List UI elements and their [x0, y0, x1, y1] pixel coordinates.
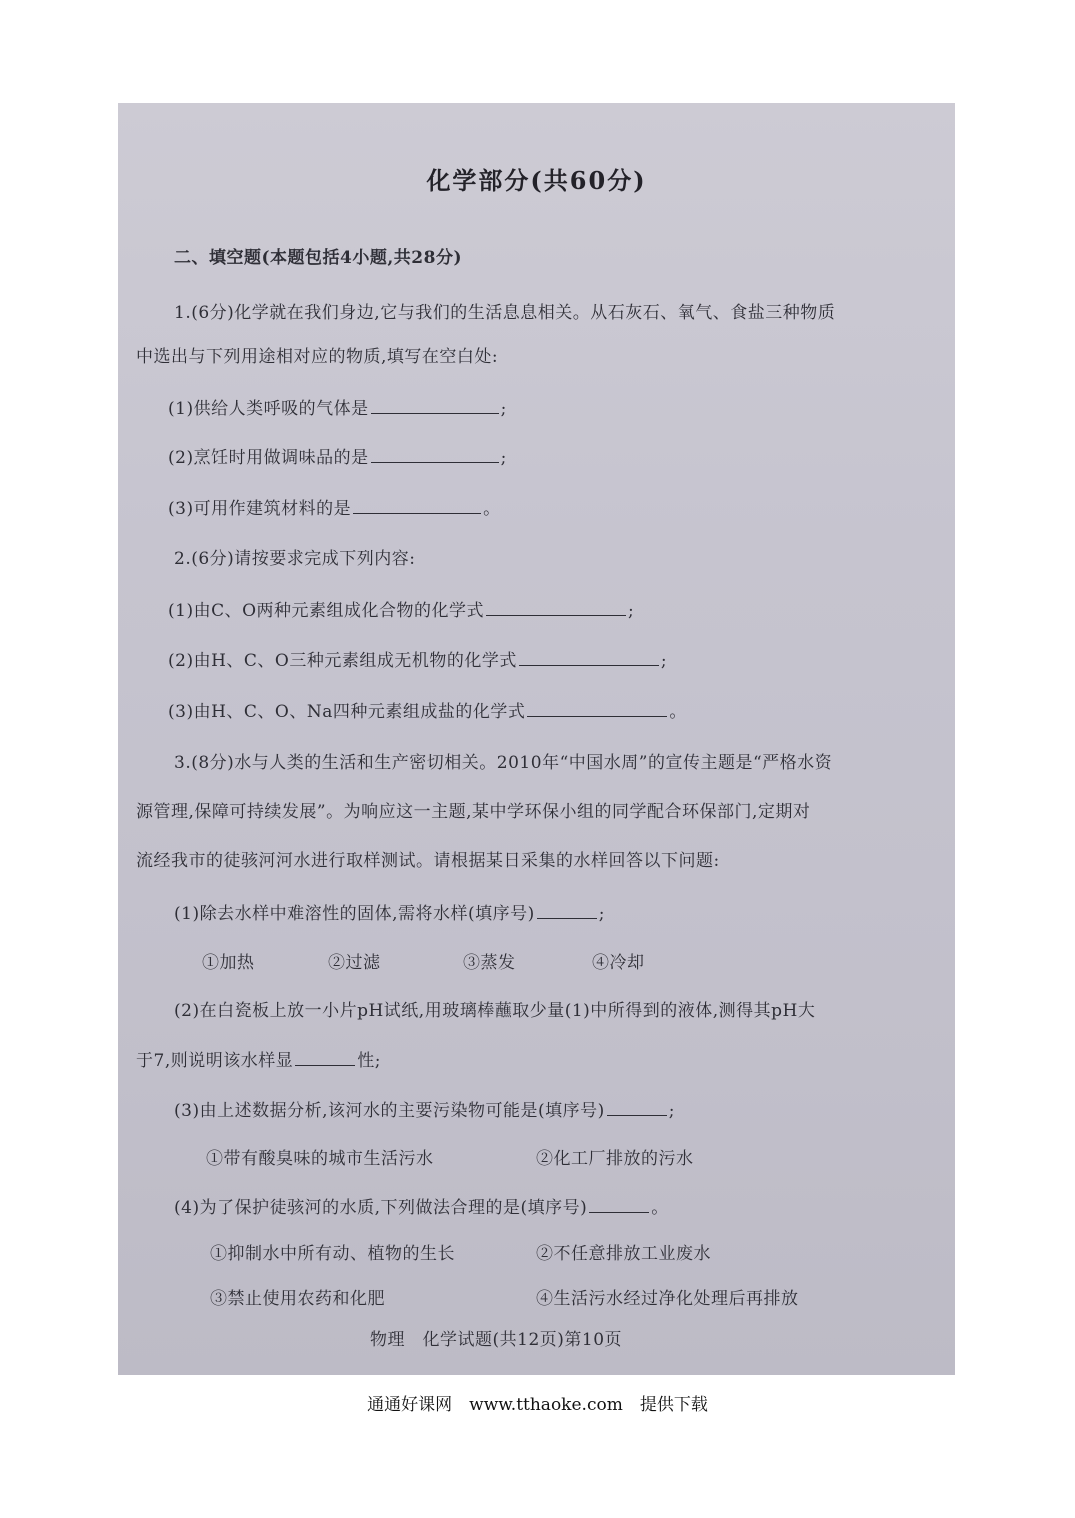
q2-part1-text: (1)由C、O两种元素组成化合物的化学式: [168, 601, 485, 621]
q3-stem-line2: 源管理,保障可持续发展”。为响应这一主题,某中学环保小组的同学配合环保部门,定期对: [136, 802, 811, 822]
q3-part1-option: ①加热: [202, 953, 255, 973]
q3-part3-option: ②化工厂排放的污水: [536, 1149, 694, 1169]
q3-stem-line3: 流经我市的徒骇河河水进行取样测试。请根据某日采集的水样回答以下问题:: [136, 851, 720, 871]
q3-part4-option: ③禁止使用农药和化肥: [210, 1289, 385, 1309]
page-footer: 物理 化学试题(共12页)第10页: [370, 1330, 623, 1350]
answer-blank[interactable]: [353, 497, 481, 514]
q2-part2: [168, 649, 667, 671]
q3-part2-line1: (2)在白瓷板上放一小片pH试纸,用玻璃棒蘸取少量(1)中所得到的液体,测得其pH大: [174, 1001, 816, 1021]
q2-part2-text: (2)由H、C、O三种元素组成无机物的化学式: [168, 651, 517, 671]
q1-part3: [168, 497, 501, 519]
q3-part2-text: 于7,则说明该水样显: [136, 1051, 294, 1071]
q3-part4-option: ①抑制水中所有动、植物的生长: [210, 1244, 455, 1264]
q3-part4-option: ④生活污水经过净化处理后再排放: [536, 1289, 799, 1309]
page-title: 化学部分(共60分): [426, 166, 647, 195]
q2-part1-end: ;: [628, 601, 635, 621]
answer-blank[interactable]: [537, 902, 597, 919]
q3-part2-end: 性;: [357, 1051, 381, 1071]
q3-part1-text: (1)除去水样中难溶性的固体,需将水样(填序号): [174, 904, 535, 924]
q2-part3-end: 。: [669, 702, 687, 722]
answer-blank[interactable]: [589, 1196, 649, 1213]
q1-part2: [168, 446, 507, 468]
answer-blank[interactable]: [295, 1049, 355, 1066]
q3-part2-line2: [136, 1049, 381, 1071]
q3-part1-option: ③蒸发: [463, 953, 516, 973]
exam-page-photo: [118, 103, 955, 1375]
answer-blank[interactable]: [371, 397, 499, 414]
q3-part4: [174, 1196, 669, 1218]
answer-blank[interactable]: [607, 1099, 667, 1116]
answer-blank[interactable]: [519, 649, 659, 666]
download-caption: 通通好课网 www.tthaoke.com 提供下载: [367, 1395, 708, 1415]
section-heading: 二、填空题(本题包括4小题,共28分): [174, 248, 462, 268]
q1-stem-line2: 中选出与下列用途相对应的物质,填写在空白处:: [136, 347, 499, 367]
q1-part1-end: ;: [500, 399, 507, 419]
q1-part1-text: (1)供给人类呼吸的气体是: [168, 399, 369, 419]
q2-part3-text: (3)由H、C、O、Na四种元素组成盐的化学式: [168, 702, 526, 722]
q3-part4-end: 。: [651, 1198, 669, 1218]
q3-part3-text: (3)由上述数据分析,该河水的主要污染物可能是(填序号): [174, 1101, 605, 1121]
q3-part1-end: ;: [598, 904, 605, 924]
q3-part3: [174, 1099, 675, 1121]
q3-part1-option: ④冷却: [592, 953, 645, 973]
q2-part2-end: ;: [660, 651, 668, 671]
q1-part2-end: ;: [500, 448, 507, 468]
q3-part4-text: (4)为了保护徒骇河的水质,下列做法合理的是(填序号): [174, 1198, 588, 1218]
q2-stem: 2.(6分)请按要求完成下列内容:: [174, 549, 416, 569]
answer-blank[interactable]: [527, 700, 667, 717]
q1-part3-text: (3)可用作建筑材料的是: [168, 499, 352, 519]
q2-part3: [168, 700, 687, 722]
answer-blank[interactable]: [486, 599, 626, 616]
q1-part3-end: 。: [483, 499, 501, 519]
q1-part2-text: (2)烹饪时用做调味品的是: [168, 448, 369, 468]
q3-part3-end: ;: [668, 1101, 675, 1121]
q2-part1: [168, 599, 634, 621]
q3-part4-option: ②不任意排放工业废水: [536, 1244, 711, 1264]
q1-stem-line1: 1.(6分)化学就在我们身边,它与我们的生活息息相关。从石灰石、氧气、食盐三种物质: [174, 303, 836, 323]
q3-part1-option: ②过滤: [328, 953, 381, 973]
q3-part1: [174, 902, 605, 924]
answer-blank[interactable]: [371, 446, 499, 463]
q3-stem-line1: 3.(8分)水与人类的生活和生产密切相关。2010年“中国水周”的宣传主题是“严格水资: [174, 753, 833, 773]
q1-part1: [168, 397, 507, 419]
q3-part3-option: ①带有酸臭味的城市生活污水: [206, 1149, 434, 1169]
